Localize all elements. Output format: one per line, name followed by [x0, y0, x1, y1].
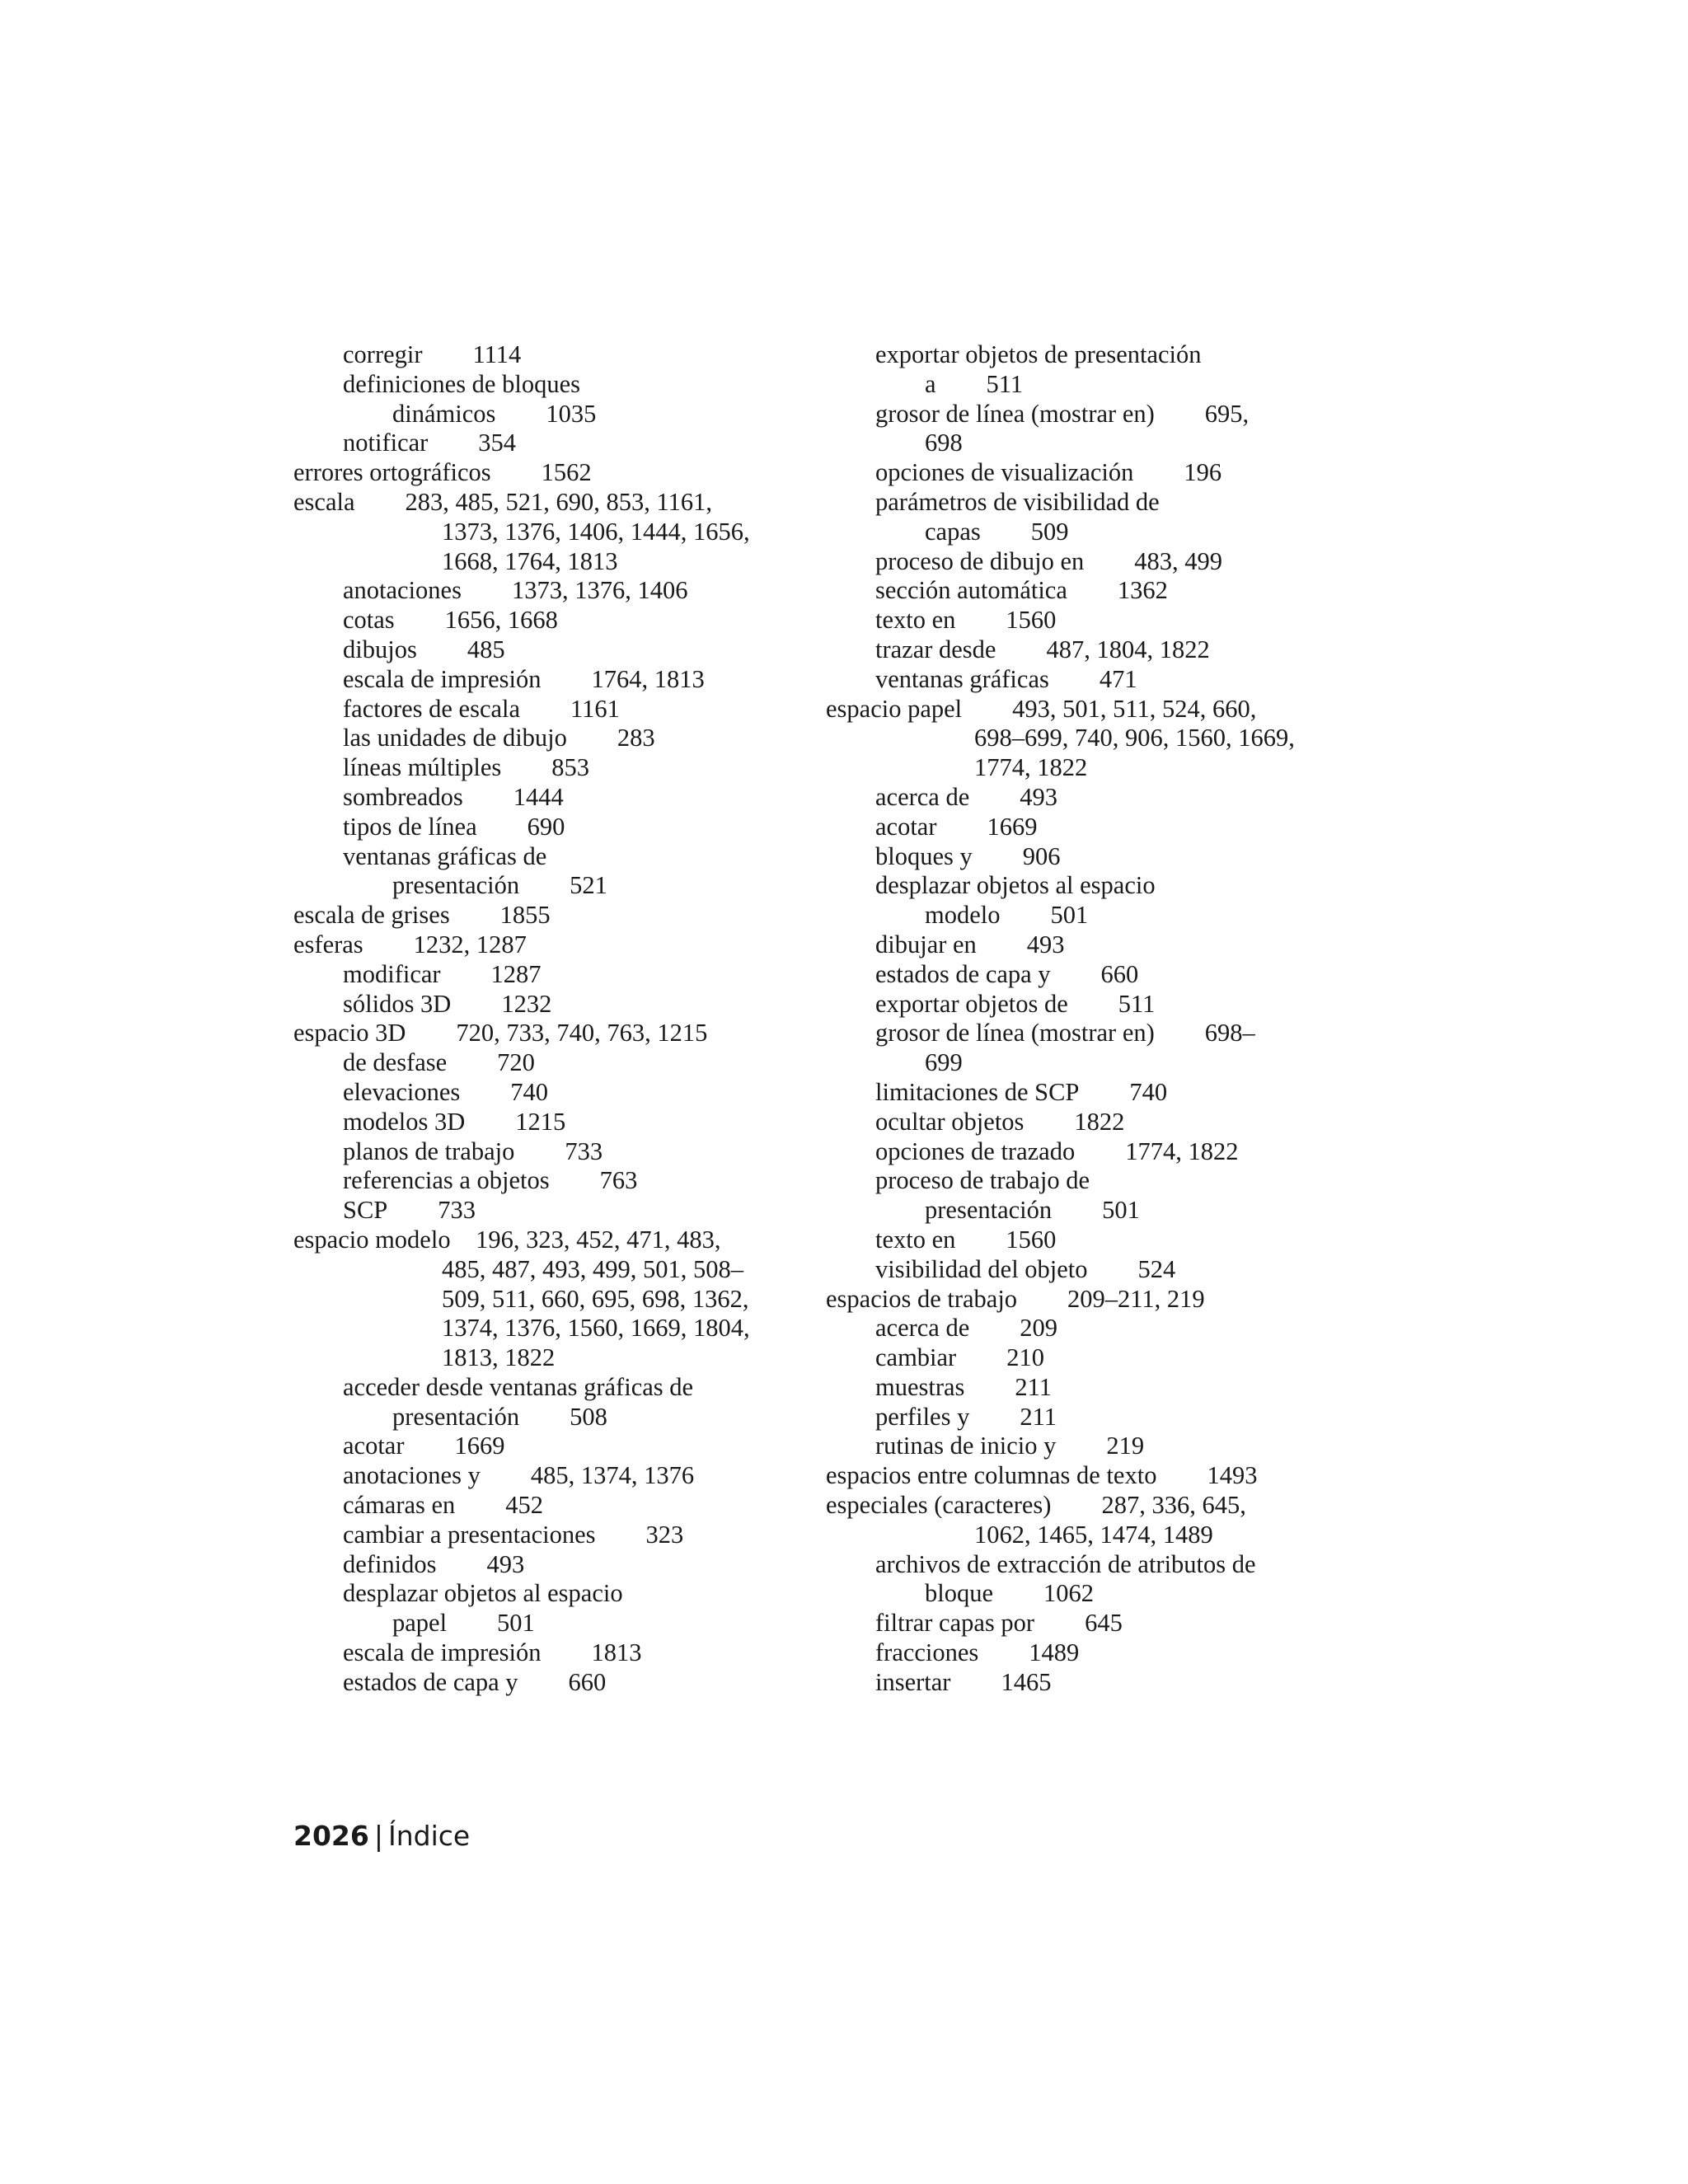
index-entry: espacios de trabajo 209–211, 219: [826, 1284, 1205, 1313]
index-subentry: estados de capa y 660: [875, 959, 1139, 988]
index-subentry: presentación 521: [392, 871, 607, 900]
index-subentry: escala de impresión 1764, 1813: [343, 664, 705, 693]
index-subentry: 1774, 1822: [974, 753, 1088, 782]
index-subentry: limitaciones de SCP 740: [875, 1077, 1168, 1106]
index-subentry: de desfase 720: [343, 1048, 535, 1077]
index-entry: escala 283, 485, 521, 690, 853, 1161,: [293, 487, 712, 516]
index-subentry: ocultar objetos 1822: [875, 1107, 1125, 1136]
index-subentry: 1062, 1465, 1474, 1489: [974, 1520, 1213, 1549]
index-subentry: cámaras en 452: [343, 1491, 544, 1520]
index-entry: escala de grises 1855: [293, 901, 551, 930]
index-subentry: bloques y 906: [875, 841, 1061, 870]
index-subentry: 698: [925, 429, 963, 457]
index-subentry: acerca de 209: [875, 1314, 1058, 1343]
index-subentry: notificar 354: [343, 429, 517, 457]
index-subentry: modelo 501: [925, 901, 1089, 930]
index-column-right: [826, 340, 1337, 1698]
index-subentry: exportar objetos de 511: [875, 989, 1156, 1018]
index-subentry: modificar 1287: [343, 959, 542, 988]
index-subentry: sección automática 1362: [875, 576, 1168, 605]
index-subentry: papel 501: [392, 1609, 535, 1638]
index-subentry: cotas 1656, 1668: [343, 606, 558, 635]
index-subentry: acotar 1669: [343, 1432, 505, 1460]
index-subentry: cambiar a presentaciones 323: [343, 1520, 684, 1549]
index-subentry: 699: [925, 1048, 963, 1077]
index-subentry: 1668, 1764, 1813: [442, 546, 618, 575]
index-entry: especiales (caracteres) 287, 336, 645,: [826, 1491, 1246, 1520]
index-subentry: escala de impresión 1813: [343, 1638, 642, 1667]
index-subentry: parámetros de visibilidad de: [875, 487, 1160, 516]
index-subentry: dibujos 485: [343, 635, 505, 663]
index-subentry: 1374, 1376, 1560, 1669, 1804,: [442, 1314, 750, 1343]
index-subentry: opciones de trazado 1774, 1822: [875, 1137, 1239, 1165]
index-subentry: texto en 1560: [875, 606, 1057, 635]
index-subentry: presentación 508: [392, 1402, 607, 1431]
index-subentry: acerca de 493: [875, 782, 1058, 811]
index-subentry: anotaciones y 485, 1374, 1376: [343, 1461, 695, 1490]
index-subentry: ventanas gráficas de: [343, 841, 547, 870]
index-subentry: acotar 1669: [875, 812, 1038, 841]
index-subentry: desplazar objetos al espacio: [343, 1579, 623, 1608]
index-subentry: insertar 1465: [875, 1667, 1052, 1696]
index-subentry: texto en 1560: [875, 1225, 1057, 1254]
index-subentry: las unidades de dibujo 283: [343, 724, 655, 752]
index-subentry: 509, 511, 660, 695, 698, 1362,: [442, 1284, 749, 1313]
index-subentry: desplazar objetos al espacio: [875, 871, 1156, 900]
index-subentry: dibujar en 493: [875, 930, 1065, 958]
index-subentry: rutinas de inicio y 219: [875, 1432, 1145, 1460]
index-entry: esferas 1232, 1287: [293, 930, 527, 958]
index-subentry: modelos 3D 1215: [343, 1107, 566, 1136]
index-subentry: fracciones 1489: [875, 1638, 1080, 1667]
index-subentry: archivos de extracción de atributos de: [875, 1549, 1256, 1578]
index-subentry: trazar desde 487, 1804, 1822: [875, 635, 1210, 663]
index-subentry: tipos de línea 690: [343, 812, 565, 841]
index-entry: espacio modelo 196, 323, 452, 471, 483,: [293, 1225, 721, 1254]
index-subentry: líneas múltiples 853: [343, 753, 590, 782]
index-subentry: 485, 487, 493, 499, 501, 508–: [442, 1254, 743, 1283]
index-subentry: exportar objetos de presentación: [875, 340, 1202, 368]
index-subentry: presentación 501: [925, 1196, 1140, 1225]
index-subentry: opciones de visualización 196: [875, 458, 1222, 487]
index-subentry: planos de trabajo 733: [343, 1137, 603, 1165]
index-subentry: cambiar 210: [875, 1343, 1044, 1372]
index-entry: espacios entre columnas de texto 1493: [826, 1461, 1258, 1490]
index-entry: espacio 3D 720, 733, 740, 763, 1215: [293, 1019, 708, 1047]
index-subentry: 698–699, 740, 906, 1560, 1669,: [974, 724, 1295, 752]
index-subentry: SCP 733: [343, 1196, 476, 1225]
page-footer: [293, 1820, 470, 1853]
index-subentry: anotaciones 1373, 1376, 1406: [343, 576, 688, 605]
index-subentry: sombreados 1444: [343, 782, 564, 811]
index-subentry: visibilidad del objeto 524: [875, 1254, 1176, 1283]
index-column-left: [293, 340, 804, 1698]
index-subentry: bloque 1062: [925, 1579, 1095, 1608]
index-subentry: 1373, 1376, 1406, 1444, 1656,: [442, 517, 750, 546]
index-subentry: referencias a objetos 763: [343, 1166, 638, 1195]
index-subentry: muestras 211: [875, 1372, 1053, 1401]
index-entry: errores ortográficos 1562: [293, 458, 592, 487]
index-subentry: capas 509: [925, 517, 1069, 546]
index-subentry: definiciones de bloques: [343, 369, 580, 398]
index-subentry: corregir 1114: [343, 340, 522, 368]
index-subentry: a 511: [925, 369, 1024, 398]
index-subentry: ventanas gráficas 471: [875, 664, 1137, 693]
index-subentry: factores de escala 1161: [343, 694, 620, 723]
index-subentry: dinámicos 1035: [392, 399, 597, 428]
index-subentry: sólidos 3D 1232: [343, 989, 552, 1018]
index-subentry: proceso de trabajo de: [875, 1166, 1090, 1195]
index-subentry: proceso de dibujo en 483, 499: [875, 546, 1222, 575]
page-number: 2026: [293, 1820, 369, 1852]
index-subentry: grosor de línea (mostrar en) 695,: [875, 399, 1250, 428]
index-subentry: grosor de línea (mostrar en) 698–: [875, 1019, 1255, 1047]
index-subentry: elevaciones 740: [343, 1077, 549, 1106]
footer-separator: |: [373, 1820, 383, 1852]
index-subentry: acceder desde ventanas gráficas de: [343, 1372, 694, 1401]
section-title: Índice: [387, 1820, 471, 1852]
index-subentry: definidos 493: [343, 1549, 525, 1578]
index-subentry: perfiles y 211: [875, 1402, 1057, 1431]
index-subentry: estados de capa y 660: [343, 1667, 607, 1696]
index-entry: espacio papel 493, 501, 511, 524, 660,: [826, 694, 1257, 723]
index-subentry: 1813, 1822: [442, 1343, 556, 1372]
index-subentry: filtrar capas por 645: [875, 1609, 1123, 1638]
